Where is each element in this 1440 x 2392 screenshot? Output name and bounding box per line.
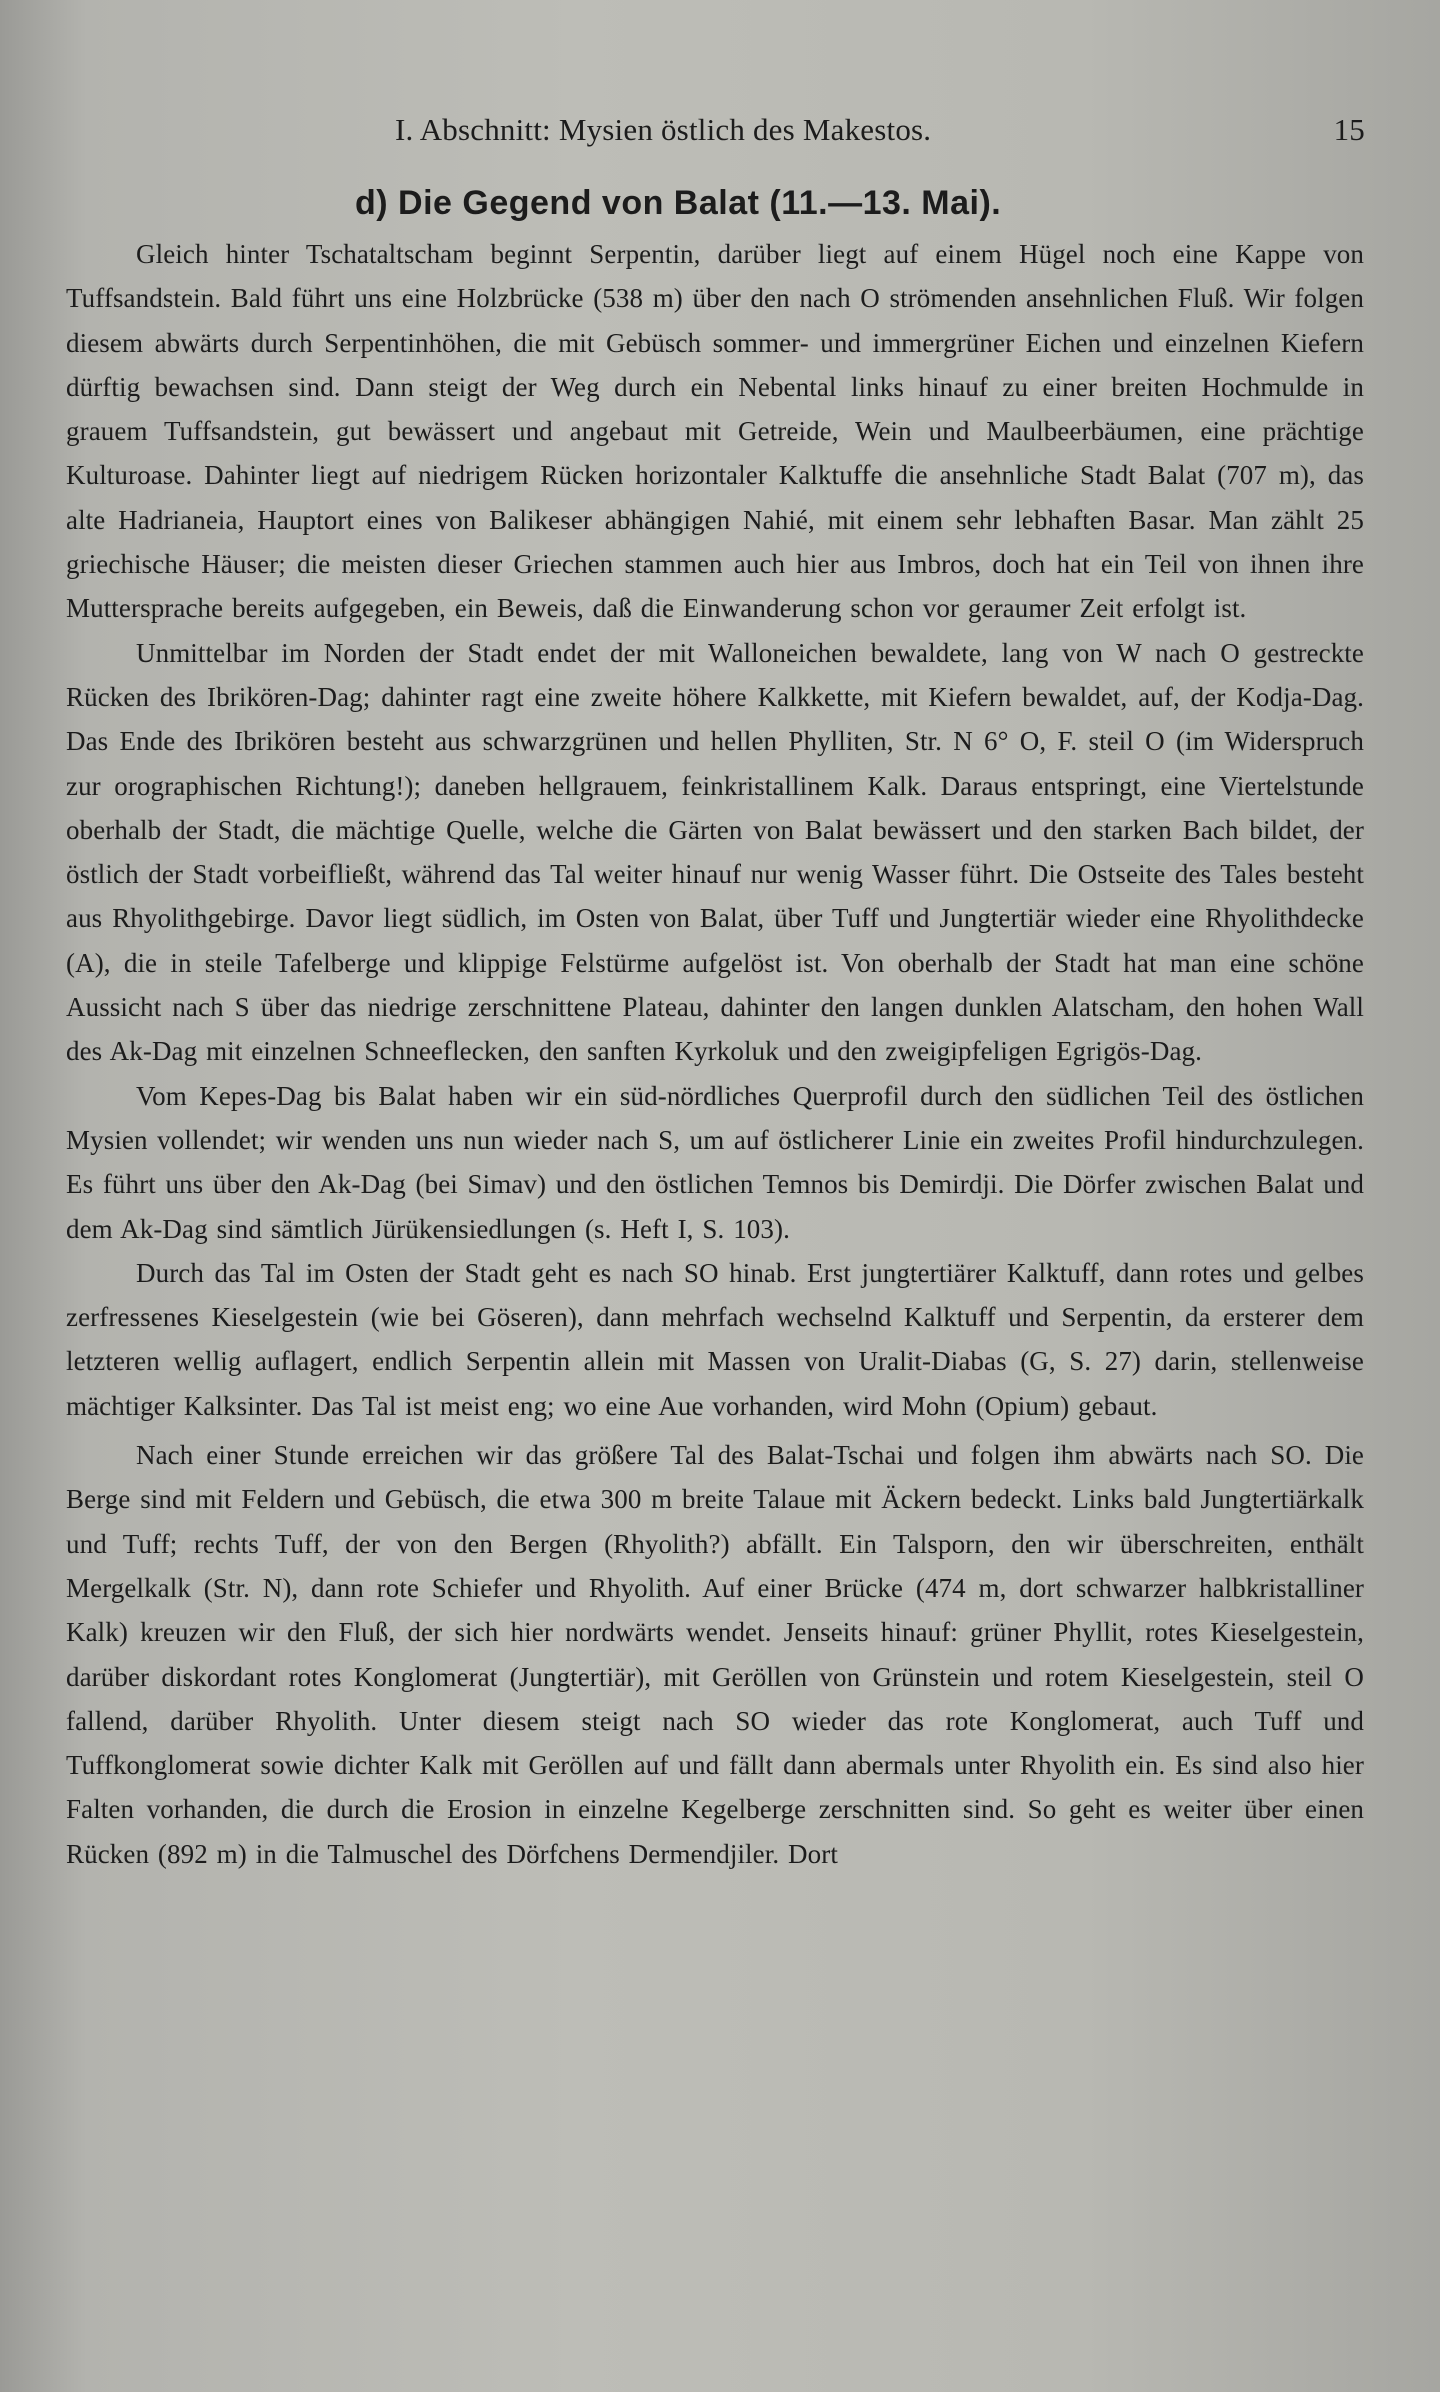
paragraph: Nach einer Stunde erreichen wir das größere Tal des Balat-Tschai und folgen ihm abwärts nach SO. Die Berge sind mit Feldern und Gebüsch, die etwa 300 m breite Talaue mit Äckern bedeckt. Links bald Jungtertiärkalk und Tuff; rechts Tuff, der von den Bergen (Rhyolith?) abfällt. Ein Talsporn, den wir überschreiten, enthält Mergelkalk (Str. N), dann rote Schiefer und Rhyolith. Auf einer Brücke (474 m, dort schwarzer halbkristalliner Kalk) kreuzen wir den Fluß, der sich hier nordwärts wendet. Jenseits hinauf: grüner Phyllit, rotes Kieselgestein, darüber diskordant rotes Konglomerat (Jungtertiär), mit Geröllen von Grünstein und rotem Kieselgestein, steil O fallend, darüber Rhyolith. Unter diesem steigt nach SO wieder das rote Konglomerat, auch Tuff und Tuffkonglomerat sowie dichter Kalk mit Geröllen auf und fällt dann abermals unter Rhyolith ein. Es sind also hier Falten vorhanden, die durch die Erosion in einzelne Kegelberge zerschnitten sind. So geht es weiter über einen Rücken (892 m) in die Talmuschel des Dörfchens Dermendjiler. Dort: [66, 1440, 1364, 1869]
paragraph: Vom Kepes-Dag bis Balat haben wir ein süd-nördliches Querprofil durch den südlichen Teil des östlichen Mysien vollendet; wir wenden uns nun wieder nach S, um auf östlicherer Linie ein zweites Profil hindurchzulegen. Es führt uns über den Ak-Dag (bei Simav) und den östlichen Temnos bis Demirdji. Die Dörfer zwischen Balat und dem Ak-Dag sind sämtlich Jürükensiedlungen (s. Heft I, S. 103).: [66, 1080, 1364, 1244]
running-title: I. Abschnitt: Mysien östlich des Makestos.: [395, 112, 932, 147]
page-number: 15: [1333, 112, 1365, 147]
paragraph: Unmittelbar im Norden der Stadt endet der mit Walloneichen bewaldete, lang von W nach O gestreckte Rücken des Ibrikören-Dag; dahinter ragt eine zweite höhere Kalkkette, mit Kiefern bewaldet, auf, der Kodja-Dag. Das Ende des Ibrikören besteht aus schwarzgrünen und hellen Phylliten, Str. N 6° O, F. steil O (im Widerspruch zur orographischen Richtung!); daneben hellgrauem, feinkristallinem Kalk. Daraus entspringt, eine Viertelstunde oberhalb der Stadt, die mächtige Quelle, welche die Gärten von Balat bewässert und den starken Bach bildet, der östlich der Stadt vorbeifließt, während das Tal weiter hinauf nur wenig Wasser führt. Die Ostseite des Tales besteht aus Rhyolithgebirge. Davor liegt südlich, im Osten von Balat, über Tuff und Jungtertiär wieder eine Rhyolithdecke (A), die in steile Tafelberge und klippige Felstürme aufgelöst ist. Von oberhalb der Stadt hat man eine schöne Aussicht nach S über das niedrige zerschnittene Plateau, dahinter den langen dunklen Alatscham, den hohen Wall des Ak-Dag mit einzelnen Schneeflecken, den sanften Kyrkoluk und den zweigipfeligen Egrigös-Dag.: [66, 637, 1364, 1067]
body-text: [66, 232, 1364, 1876]
paragraph: Durch das Tal im Osten der Stadt geht es nach SO hinab. Erst jungtertiärer Kalktuff, dann rotes und gelbes zerfressenes Kieselgestein (wie bei Göseren), dann mehrfach wechselnd Kalktuff und Serpentin, da ersterer dem letzteren wellig auflagert, endlich Serpentin allein mit Massen von Uralit-Diabas (G, S. 27) darin, stellenweise mächtiger Kalksinter. Das Tal ist meist eng; wo eine Aue vorhanden, wird Mohn (Opium) gebaut.: [66, 1257, 1364, 1421]
paragraph: Gleich hinter Tschataltscham beginnt Serpentin, darüber liegt auf einem Hügel noch eine Kappe von Tuffsandstein. Bald führt uns eine Holzbrücke (538 m) über den nach O strömenden ansehnlichen Fluß. Wir folgen diesem abwärts durch Serpentinhöhen, die mit Gebüsch sommer- und immergrüner Eichen und einzelnen Kiefern dürftig bewachsen sind. Dann steigt der Weg durch ein Nebental links hinauf zu einer breiten Hochmulde in grauem Tuffsandstein, gut bewässert und angebaut mit Getreide, Wein und Maulbeerbäumen, eine prächtige Kulturoase. Dahinter liegt auf niedrigem Rücken horizontaler Kalktuffe die ansehnliche Stadt Balat (707 m), das alte Hadrianeia, Hauptort eines von Balikeser abhängigen Nahié, mit einem sehr lebhaften Basar. Man zählt 25 griechische Häuser; die meisten dieser Griechen stammen auch hier aus Imbros, doch hat ein Teil von ihnen ihre Muttersprache bereits aufgegeben, ein Beweis, daß die Einwanderung schon vor geraumer Zeit erfolgt ist.: [66, 239, 1364, 624]
section-heading: d) Die Gegend von Balat (11.—13. Mai).: [355, 184, 1002, 222]
page-header: [395, 112, 1365, 160]
